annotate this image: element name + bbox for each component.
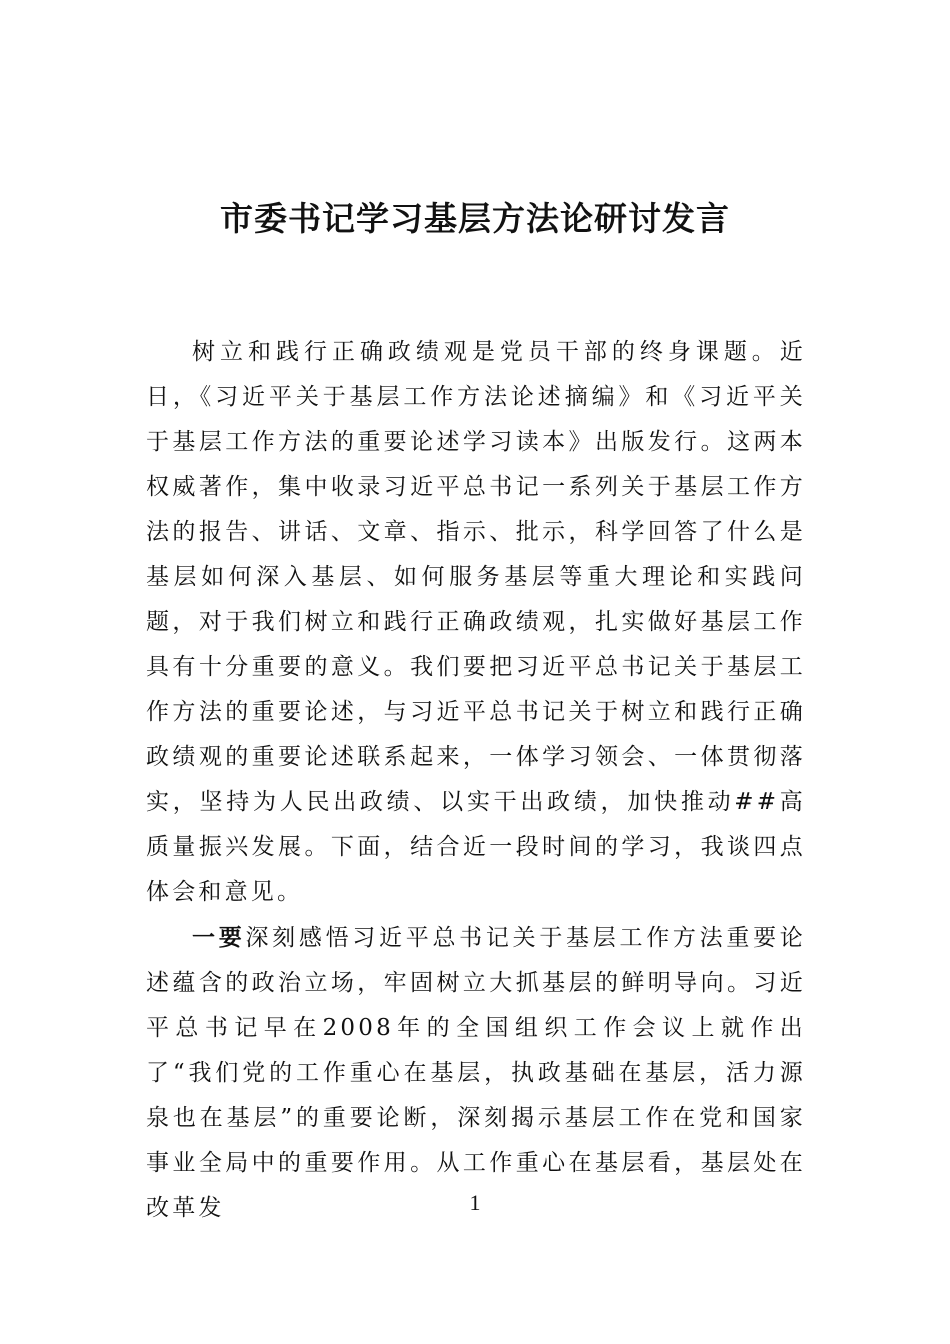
page-number: 1 bbox=[469, 1190, 481, 1215]
paragraph-text: 树立和践行正确政绩观是党员干部的终身课题。近日，《习近平关于基层工作方法论述摘编》和《习近平关于基层工作方法的重要论述学习读本》出版发行。这两本权威著作，集中收录习近平总书记一系列关于基层工作方法的报告、讲话、文章、指示、批示，科学回答了什么是基层如何深入基层、如何服务基层等重大理论和实践问题，对于我们树立和践行正确政绩观，扎实做好基层工作具有十分重要的意义。我们要把习近平总书记关于基层工作方法的重要论述，与习近平总书记关于树立和践行正确政绩观的重要论述联系起来，一体学习领会、一体贯彻落实，坚持为人民出政绩、以实干出政绩，加快推动##高质量振兴发展。下面，结合近一段时间的学习，我谈四点体会和意见。 bbox=[146, 339, 806, 905]
paragraph-text: 深刻感悟习近平总书记关于基层工作方法重要论述蕴含的政治立场，牢固树立大抓基层的鲜明导向。习近平总书记早在2008年的全国组织工作会议上就作出了“我们党的工作重心在基层，执政基础在基层，活力源泉也在基层”的重要论断，深刻揭示基层工作在党和国家事业全局中的重要作用。从工作重心在基层看，基层处在改革发 bbox=[146, 925, 806, 1221]
paragraph-intro bbox=[146, 329, 806, 915]
paragraph-lead: 一要 bbox=[192, 924, 246, 951]
document-title: 市委书记学习基层方法论研讨发言 bbox=[220, 199, 730, 238]
document-body bbox=[146, 329, 806, 1231]
paragraph-point-one bbox=[146, 915, 806, 1231]
